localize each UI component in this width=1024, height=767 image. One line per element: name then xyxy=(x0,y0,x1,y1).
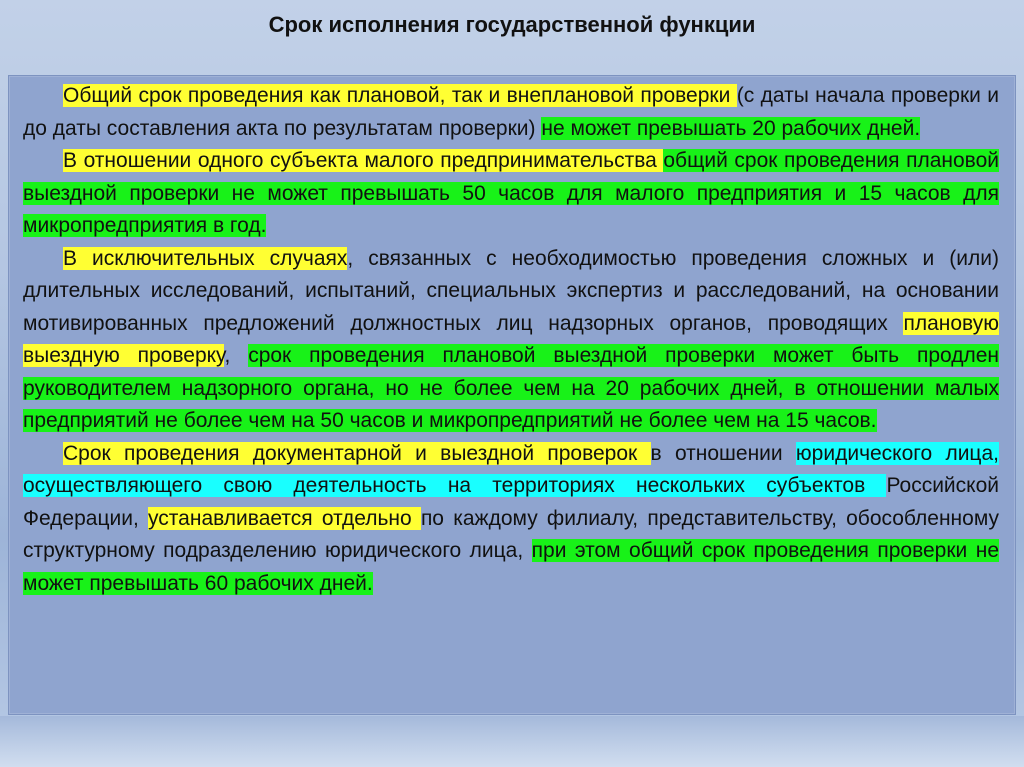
text-segment: , xyxy=(224,344,249,367)
text-segment: В исключительных случаях xyxy=(63,246,348,270)
text-segment: Российской Федерации, xyxy=(23,474,999,530)
text-segment: не может превышать 20 рабочих дней. xyxy=(541,116,921,140)
text-segment: , связанных с необходимостью проведения сложных и (или) длительных исследований, испытаний, специальных экспертиз и расследований, на основании мотивированных предложений должностных лиц надзорных органов, проводящих xyxy=(23,246,1000,335)
text-segment: плановую выездную проверку xyxy=(23,311,999,367)
bottom-shade xyxy=(0,716,1024,767)
paragraph-exceptional-cases xyxy=(23,243,999,438)
text-segment: Общий срок проведения как плановой, так и внеплановой проверки xyxy=(63,84,737,107)
text-segment: при этом общий срок проведения проверки не может превышать 60 рабочих дней. xyxy=(23,539,999,595)
paragraph-general-term xyxy=(23,80,999,145)
content-box xyxy=(8,75,1016,715)
text-segment: общий срок проведения плановой выездной проверки не может превышать 50 часов для малого предприятия и 15 часов для микропредприятия в год. xyxy=(23,149,1000,237)
paragraph-multiple-regions xyxy=(23,438,999,601)
paragraph-small-business xyxy=(23,145,999,243)
text-segment: в отношении xyxy=(650,441,796,465)
text-segment: юридического лица, осуществляющего свою деятельность на территориях нескольких субъектов xyxy=(23,441,999,497)
slide-title: Срок исполнения государственной функции xyxy=(268,12,756,37)
text-segment: устанавливается отдельно xyxy=(148,506,421,530)
text-segment: срок проведения плановой выездной проверки может быть продлен руководителем надзорного органа, но не более чем на 20 рабочих дней, в отношении малых предприятий не более чем на 50 часов и микропредприятий не более чем на 15 часов. xyxy=(23,344,999,432)
text-segment: В отношении одного субъекта малого предпринимательства xyxy=(63,149,664,172)
text-segment: Срок проведения документарной и выездной проверок xyxy=(63,441,651,465)
text-segment: по каждому филиалу, представительству, обособленному структурному подразделению юридического лица, xyxy=(23,506,999,562)
text-segment: (с даты начала проверки и до даты составления акта по результатам проверки) xyxy=(23,84,999,140)
